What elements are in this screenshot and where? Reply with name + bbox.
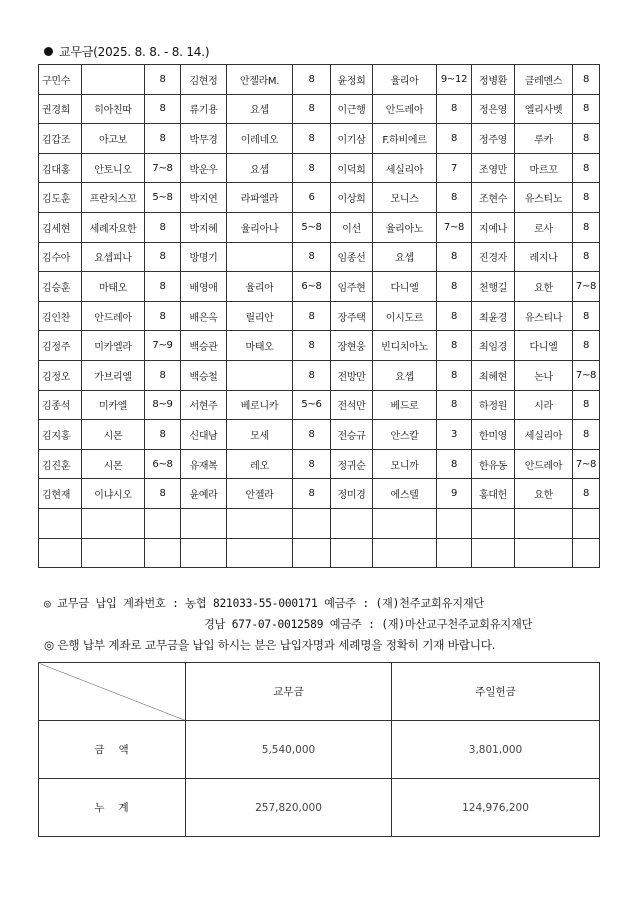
- name-cell: 정주영: [472, 124, 515, 154]
- table-row: [39, 508, 600, 538]
- baptismal-name-cell: F.하비에르: [373, 124, 437, 154]
- months-cell: 8: [145, 301, 181, 331]
- baptismal-name-cell: 다니엘: [515, 331, 573, 361]
- account-line-1: ◎ 교무금 납입 계좌번호 : 농협 821033-55-000171 예금주 : (재)천주교회유지재단: [44, 597, 485, 610]
- months-cell: 8: [573, 124, 600, 154]
- baptismal-name-cell: 아고보: [82, 124, 145, 154]
- baptismal-name-cell: [515, 538, 573, 568]
- months-cell: 9~12: [437, 65, 472, 95]
- baptismal-name-cell: 루카: [515, 124, 573, 154]
- baptismal-name-cell: 세실리아: [515, 420, 573, 450]
- months-cell: 7: [437, 153, 472, 183]
- name-cell: 최혜현: [472, 360, 515, 390]
- baptismal-name-cell: 다니엘: [373, 272, 437, 302]
- baptismal-name-cell: 시라: [515, 390, 573, 420]
- months-cell: 8: [145, 65, 181, 95]
- months-cell: 8: [145, 420, 181, 450]
- name-cell: [39, 538, 82, 568]
- table-row: [39, 449, 600, 479]
- sunday-offering-header: 주일헌금: [392, 663, 600, 721]
- name-cell: 김종석: [39, 390, 82, 420]
- baptismal-name-cell: 이시도르: [373, 301, 437, 331]
- months-cell: 8: [437, 124, 472, 154]
- months-cell: 8: [437, 390, 472, 420]
- months-cell: 8: [145, 360, 181, 390]
- name-cell: 박운우: [181, 153, 227, 183]
- table-row: [39, 124, 600, 154]
- name-cell: 한미영: [472, 420, 515, 450]
- baptismal-name-cell: 안젤라: [227, 479, 293, 509]
- months-cell: 8: [573, 212, 600, 242]
- baptismal-name-cell: [373, 538, 437, 568]
- baptismal-name-cell: 율리아노: [373, 212, 437, 242]
- name-cell: 김현정: [181, 65, 227, 95]
- table-row: [39, 479, 600, 509]
- baptismal-name-cell: 릴리안: [227, 301, 293, 331]
- name-cell: 진경자: [472, 242, 515, 272]
- baptismal-name-cell: 유스티나: [515, 301, 573, 331]
- months-cell: 8: [293, 153, 331, 183]
- name-cell: 한유동: [472, 449, 515, 479]
- months-cell: 8: [145, 242, 181, 272]
- months-cell: 5~8: [293, 212, 331, 242]
- name-cell: 임주현: [331, 272, 373, 302]
- baptismal-name-cell: 세례자요한: [82, 212, 145, 242]
- months-cell: 8: [293, 331, 331, 361]
- name-cell: 배은옥: [181, 301, 227, 331]
- cumulative-label: 누계: [39, 779, 186, 837]
- months-cell: 7~8: [573, 449, 600, 479]
- months-cell: 8: [573, 390, 600, 420]
- months-cell: 7~8: [573, 272, 600, 302]
- baptismal-name-cell: [227, 538, 293, 568]
- name-cell: 장현웅: [331, 331, 373, 361]
- baptismal-name-cell: 안젤라M.: [227, 65, 293, 95]
- name-cell: 김대홍: [39, 153, 82, 183]
- name-cell: 장주택: [331, 301, 373, 331]
- table-row: [39, 272, 600, 302]
- baptismal-name-cell: 클레멘스: [515, 65, 573, 95]
- table-row: [39, 301, 600, 331]
- months-cell: 6~8: [145, 449, 181, 479]
- cumulative-tithe: 257,820,000: [186, 779, 392, 837]
- baptismal-name-cell: 미카엘라: [82, 331, 145, 361]
- baptismal-name-cell: 마르꼬: [515, 153, 573, 183]
- name-cell: 배영애: [181, 272, 227, 302]
- name-cell: 윤예라: [181, 479, 227, 509]
- baptismal-name-cell: 베드로: [373, 390, 437, 420]
- name-cell: 유재복: [181, 449, 227, 479]
- months-cell: [573, 508, 600, 538]
- name-cell: 김정주: [39, 331, 82, 361]
- months-cell: 7~8: [437, 212, 472, 242]
- months-cell: 8: [293, 242, 331, 272]
- months-cell: 3: [437, 420, 472, 450]
- months-cell: 8: [145, 272, 181, 302]
- baptismal-name-cell: [227, 242, 293, 272]
- tithe-header: 교무금: [186, 663, 392, 721]
- baptismal-name-cell: 안토니오: [82, 153, 145, 183]
- name-cell: 정은영: [472, 94, 515, 124]
- baptismal-name-cell: 모니까: [373, 449, 437, 479]
- name-cell: 윤정희: [331, 65, 373, 95]
- amount-label: 금액: [39, 721, 186, 779]
- months-cell: 8: [293, 301, 331, 331]
- name-cell: [39, 508, 82, 538]
- table-row: [39, 153, 600, 183]
- name-cell: [472, 538, 515, 568]
- months-cell: 8: [573, 420, 600, 450]
- months-cell: [437, 508, 472, 538]
- months-cell: 9: [437, 479, 472, 509]
- baptismal-name-cell: [373, 508, 437, 538]
- name-cell: 이선: [331, 212, 373, 242]
- months-cell: 8: [573, 479, 600, 509]
- name-cell: 구민수: [39, 65, 82, 95]
- months-cell: 5~8: [145, 183, 181, 213]
- baptismal-name-cell: 요셉: [373, 242, 437, 272]
- name-cell: 김정오: [39, 360, 82, 390]
- baptismal-name-cell: [515, 508, 573, 538]
- name-cell: 박무경: [181, 124, 227, 154]
- name-cell: 전석만: [331, 390, 373, 420]
- name-cell: 전방만: [331, 360, 373, 390]
- months-cell: [145, 508, 181, 538]
- account-line-2: 경남 677-07-0012589 예금주 : (재)마산교구천주교회유지재단: [204, 618, 533, 631]
- months-cell: [145, 538, 181, 568]
- table-row: [39, 390, 600, 420]
- baptismal-name-cell: 미카엘: [82, 390, 145, 420]
- months-cell: 8: [437, 360, 472, 390]
- name-cell: 박지혜: [181, 212, 227, 242]
- amount-tithe: 5,540,000: [186, 721, 392, 779]
- name-cell: 홍대헌: [472, 479, 515, 509]
- baptismal-name-cell: 요한: [515, 479, 573, 509]
- name-cell: 천행길: [472, 272, 515, 302]
- baptismal-name-cell: 안스칼: [373, 420, 437, 450]
- name-cell: [331, 508, 373, 538]
- baptismal-name-cell: [82, 65, 145, 95]
- name-cell: [181, 508, 227, 538]
- months-cell: 8: [437, 301, 472, 331]
- name-cell: 김도훈: [39, 183, 82, 213]
- months-cell: 8: [293, 124, 331, 154]
- baptismal-name-cell: 시몬: [82, 420, 145, 450]
- baptismal-name-cell: 마태오: [227, 331, 293, 361]
- table-row: [39, 242, 600, 272]
- months-cell: 8: [437, 449, 472, 479]
- name-cell: 임종선: [331, 242, 373, 272]
- table-row: [39, 538, 600, 568]
- months-cell: 8: [573, 301, 600, 331]
- amount-sunday: 3,801,000: [392, 721, 600, 779]
- months-cell: 8: [573, 94, 600, 124]
- baptismal-name-cell: [227, 360, 293, 390]
- name-cell: 조현수: [472, 183, 515, 213]
- baptismal-name-cell: 요한: [515, 272, 573, 302]
- name-cell: [472, 508, 515, 538]
- name-cell: 신대남: [181, 420, 227, 450]
- name-cell: 정귀순: [331, 449, 373, 479]
- baptismal-name-cell: 안드레아: [515, 449, 573, 479]
- cumulative-sunday: 124,976,200: [392, 779, 600, 837]
- name-cell: 하정원: [472, 390, 515, 420]
- months-cell: [293, 508, 331, 538]
- baptismal-name-cell: [82, 508, 145, 538]
- baptismal-name-cell: [82, 538, 145, 568]
- months-cell: 5~6: [293, 390, 331, 420]
- baptismal-name-cell: 요셉: [227, 94, 293, 124]
- baptismal-name-cell: 요셉피나: [82, 242, 145, 272]
- months-cell: 8: [145, 479, 181, 509]
- months-cell: [573, 538, 600, 568]
- name-cell: 최임경: [472, 331, 515, 361]
- months-cell: 8: [573, 65, 600, 95]
- months-cell: 8: [573, 183, 600, 213]
- baptismal-name-cell: 율리아: [373, 65, 437, 95]
- months-cell: 7~8: [145, 153, 181, 183]
- baptismal-name-cell: 엘리사벳: [515, 94, 573, 124]
- name-cell: [331, 538, 373, 568]
- name-cell: 이기삼: [331, 124, 373, 154]
- months-cell: 8: [293, 420, 331, 450]
- diagonal-header-cell: [39, 663, 186, 721]
- name-cell: 정병환: [472, 65, 515, 95]
- baptismal-name-cell: 베로니카: [227, 390, 293, 420]
- months-cell: 7~9: [145, 331, 181, 361]
- name-cell: 류기용: [181, 94, 227, 124]
- name-cell: 이덕희: [331, 153, 373, 183]
- heading-text: 교무금(2025. 8. 8. - 8. 14.): [59, 45, 210, 59]
- baptismal-name-cell: [227, 508, 293, 538]
- months-cell: 6: [293, 183, 331, 213]
- payment-notice: ◎ 은행 납부 계좌로 교무금을 납입 하시는 분은 납입자명과 세례명을 정확히 기재 바랍니다.: [44, 638, 496, 652]
- months-cell: 8: [293, 449, 331, 479]
- baptismal-name-cell: 유스티노: [515, 183, 573, 213]
- name-cell: 김갑조: [39, 124, 82, 154]
- months-cell: 8: [573, 153, 600, 183]
- donation-table: [38, 64, 600, 568]
- months-cell: 8: [293, 65, 331, 95]
- baptismal-name-cell: 세실리아: [373, 153, 437, 183]
- baptismal-name-cell: 빈디치아노: [373, 331, 437, 361]
- name-cell: 김인찬: [39, 301, 82, 331]
- baptismal-name-cell: 이냐시오: [82, 479, 145, 509]
- baptismal-name-cell: 로사: [515, 212, 573, 242]
- baptismal-name-cell: 모세: [227, 420, 293, 450]
- months-cell: 8: [437, 272, 472, 302]
- name-cell: 방명기: [181, 242, 227, 272]
- table-row: [39, 183, 600, 213]
- table-row: [39, 420, 600, 450]
- baptismal-name-cell: 시몬: [82, 449, 145, 479]
- baptismal-name-cell: 가브리엘: [82, 360, 145, 390]
- months-cell: 8: [573, 331, 600, 361]
- name-cell: 이상희: [331, 183, 373, 213]
- name-cell: 조영만: [472, 153, 515, 183]
- baptismal-name-cell: 레오: [227, 449, 293, 479]
- baptismal-name-cell: 이레네오: [227, 124, 293, 154]
- table-row: [39, 65, 600, 95]
- baptismal-name-cell: 논나: [515, 360, 573, 390]
- baptismal-name-cell: 히아친따: [82, 94, 145, 124]
- name-cell: 김세현: [39, 212, 82, 242]
- baptismal-name-cell: 라파엘라: [227, 183, 293, 213]
- name-cell: 이근행: [331, 94, 373, 124]
- months-cell: 8: [573, 242, 600, 272]
- table-row: [39, 360, 600, 390]
- bullet-icon: [44, 47, 53, 56]
- section-heading: [44, 43, 209, 60]
- months-cell: [293, 538, 331, 568]
- months-cell: 8: [293, 94, 331, 124]
- baptismal-name-cell: 안드레아: [82, 301, 145, 331]
- months-cell: [437, 538, 472, 568]
- months-cell: 8: [437, 183, 472, 213]
- name-cell: 김지홍: [39, 420, 82, 450]
- baptismal-name-cell: 안드레아: [373, 94, 437, 124]
- months-cell: 8: [145, 94, 181, 124]
- months-cell: 8: [145, 124, 181, 154]
- name-cell: 권경희: [39, 94, 82, 124]
- name-cell: 지예나: [472, 212, 515, 242]
- baptismal-name-cell: 프란치스꼬: [82, 183, 145, 213]
- table-row: [39, 331, 600, 361]
- baptismal-name-cell: 요셉: [373, 360, 437, 390]
- months-cell: 8: [145, 212, 181, 242]
- months-cell: 8: [437, 94, 472, 124]
- name-cell: 김현재: [39, 479, 82, 509]
- baptismal-name-cell: 마태오: [82, 272, 145, 302]
- name-cell: [181, 538, 227, 568]
- months-cell: 8: [437, 242, 472, 272]
- baptismal-name-cell: 요셉: [227, 153, 293, 183]
- table-row: [39, 212, 600, 242]
- baptismal-name-cell: 율리아나: [227, 212, 293, 242]
- name-cell: 김수아: [39, 242, 82, 272]
- name-cell: 서현주: [181, 390, 227, 420]
- months-cell: 8~9: [145, 390, 181, 420]
- name-cell: 백승관: [181, 331, 227, 361]
- baptismal-name-cell: 레지나: [515, 242, 573, 272]
- months-cell: 6~8: [293, 272, 331, 302]
- notes: [44, 593, 532, 656]
- months-cell: 7~8: [573, 360, 600, 390]
- table-row: [39, 94, 600, 124]
- name-cell: 백승철: [181, 360, 227, 390]
- name-cell: 김승훈: [39, 272, 82, 302]
- name-cell: 최윤경: [472, 301, 515, 331]
- name-cell: 정미경: [331, 479, 373, 509]
- months-cell: 8: [293, 360, 331, 390]
- baptismal-name-cell: 에스텔: [373, 479, 437, 509]
- name-cell: 박지연: [181, 183, 227, 213]
- months-cell: 8: [293, 479, 331, 509]
- name-cell: 전승규: [331, 420, 373, 450]
- months-cell: 8: [437, 331, 472, 361]
- name-cell: 김진훈: [39, 449, 82, 479]
- totals-table: [38, 662, 600, 837]
- baptismal-name-cell: 모니스: [373, 183, 437, 213]
- baptismal-name-cell: 율리아: [227, 272, 293, 302]
